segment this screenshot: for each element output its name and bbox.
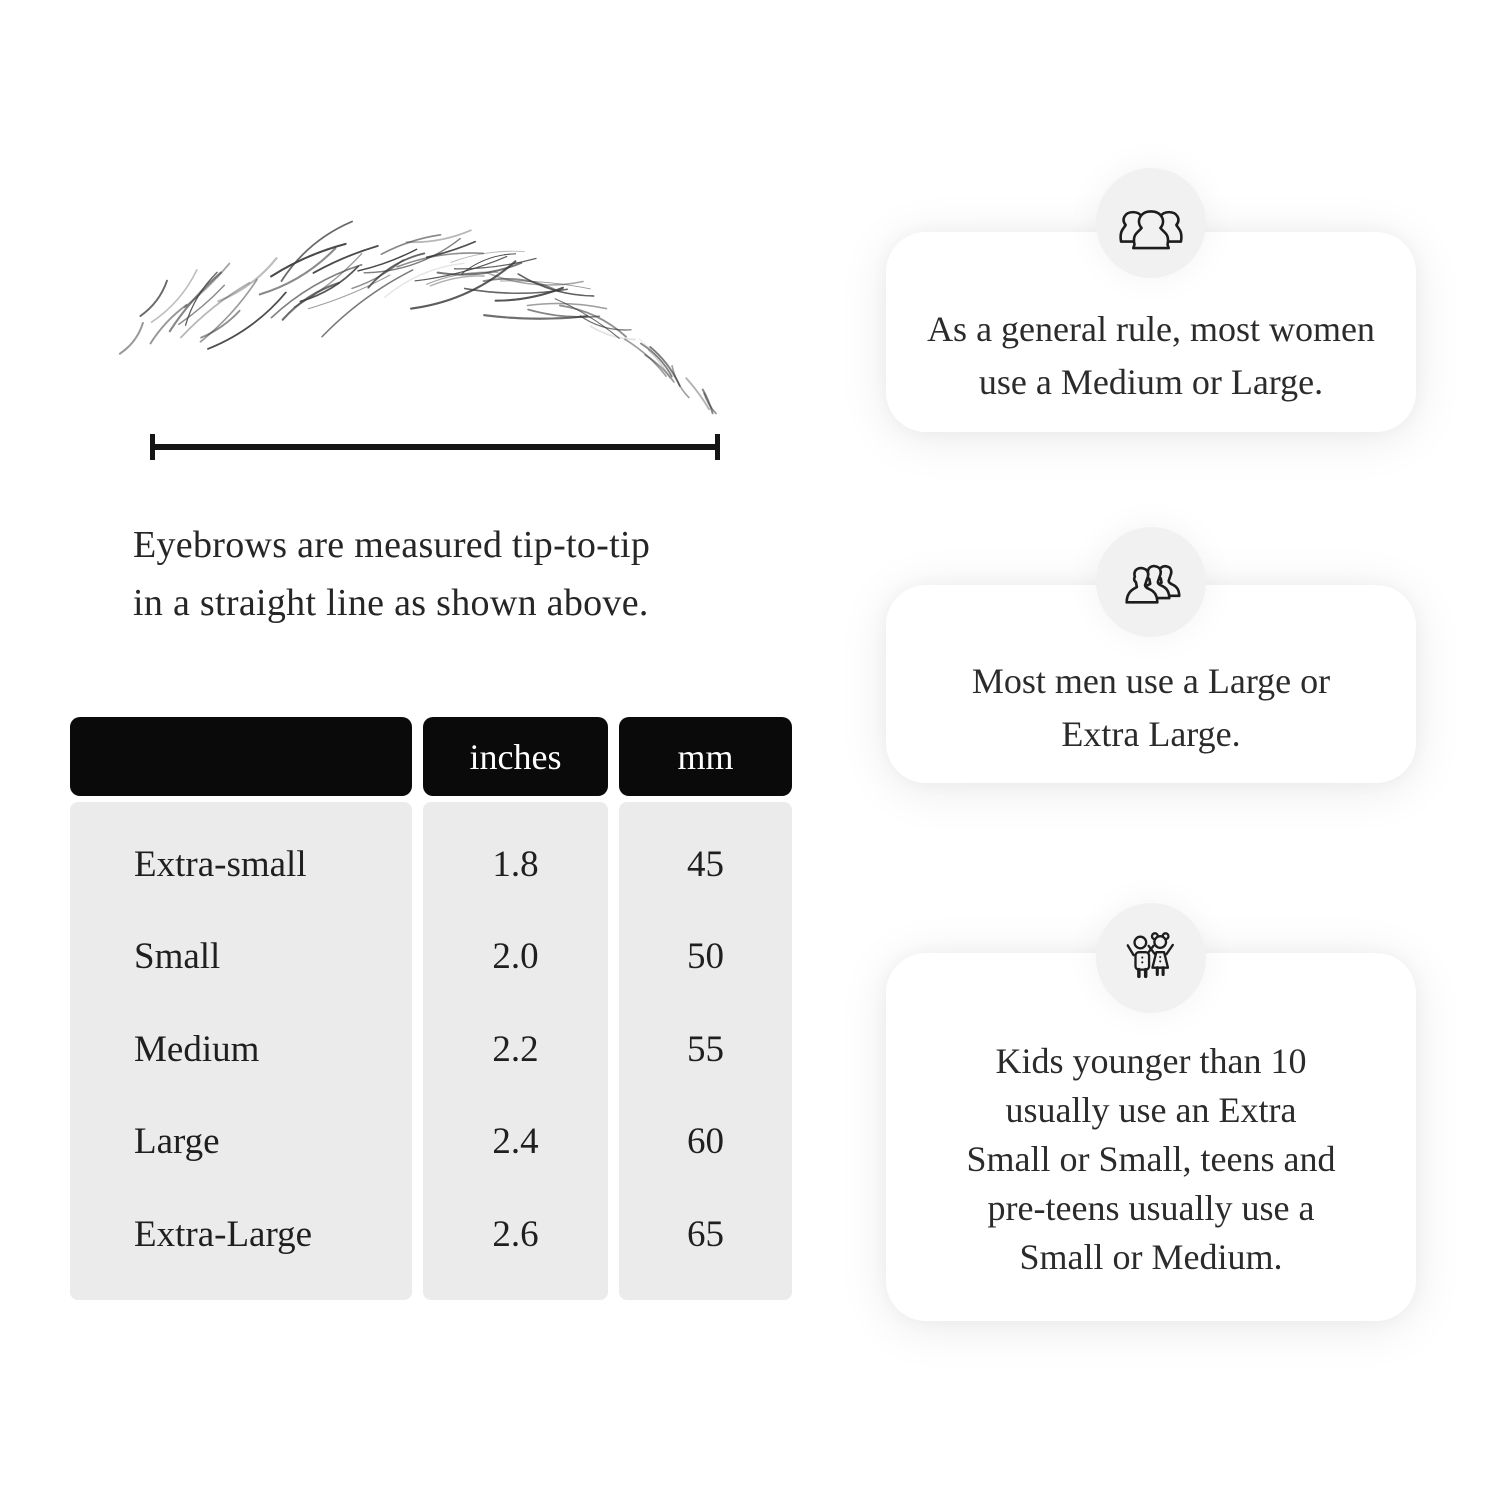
measurement-line: [150, 444, 720, 450]
size-table-header-mm-label: mm: [677, 736, 734, 777]
card-kids-line: usually use an Extra: [1005, 1090, 1297, 1130]
table-cell: 2.4: [492, 1121, 539, 1162]
kids-icon: [1120, 930, 1182, 986]
table-cell: 2.0: [492, 936, 539, 977]
card-women-line: As a general rule, most women: [927, 309, 1375, 349]
size-table-header-mm: [619, 717, 792, 796]
men-icon-badge: [1096, 527, 1206, 637]
kids-icon-badge: [1096, 903, 1206, 1013]
women-group-icon: [1119, 196, 1183, 250]
size-table-header-size: [70, 717, 412, 796]
size-table-column-inches: [423, 802, 608, 1300]
card-men-line: Most men use a Large or: [971, 661, 1331, 701]
measurement-note: [133, 516, 650, 632]
card-kids-line: Small or Medium.: [1019, 1237, 1283, 1277]
table-cell: 1.8: [492, 843, 539, 885]
table-cell: Small: [134, 936, 221, 977]
women-icon-badge: [1096, 168, 1206, 278]
table-cell: 2.2: [492, 1028, 539, 1070]
men-group-icon: [1119, 555, 1183, 609]
card-kids-text: [904, 1037, 1398, 1282]
table-cell: 55: [687, 1028, 724, 1070]
card-women-text: [904, 303, 1398, 409]
table-cell: Large: [134, 1121, 220, 1162]
table-cell: 2.6: [492, 1213, 539, 1255]
size-table-column-sizes: [70, 802, 412, 1300]
card-women: [886, 232, 1416, 432]
card-kids-line: Kids younger than 10: [995, 1041, 1307, 1081]
measurement-note-line1: Eyebrows are measured tip-to-tip: [133, 524, 651, 566]
card-women-line: use a Medium or Large.: [978, 362, 1324, 402]
card-men: [886, 585, 1416, 783]
card-men-line: Extra Large.: [1061, 714, 1241, 754]
table-cell: 65: [687, 1213, 724, 1255]
card-kids-line: pre-teens usually use a: [987, 1188, 1315, 1228]
size-table-header-inches-label: inches: [469, 736, 562, 777]
eyebrow-illustration: [104, 236, 726, 424]
table-cell: Extra-small: [134, 843, 307, 885]
card-kids: [886, 953, 1416, 1321]
table-cell: Medium: [134, 1028, 260, 1070]
size-table-column-mm: [619, 802, 792, 1300]
card-kids-line: Small or Small, teens and: [966, 1139, 1336, 1179]
table-cell: Extra-Large: [134, 1213, 313, 1255]
table-cell: 60: [687, 1121, 724, 1162]
card-men-text: [904, 655, 1398, 761]
size-table-header-inches: [423, 717, 608, 796]
table-cell: 50: [687, 936, 724, 977]
measurement-note-line2: in a straight line as shown above.: [133, 582, 649, 624]
table-cell: 45: [687, 843, 724, 885]
